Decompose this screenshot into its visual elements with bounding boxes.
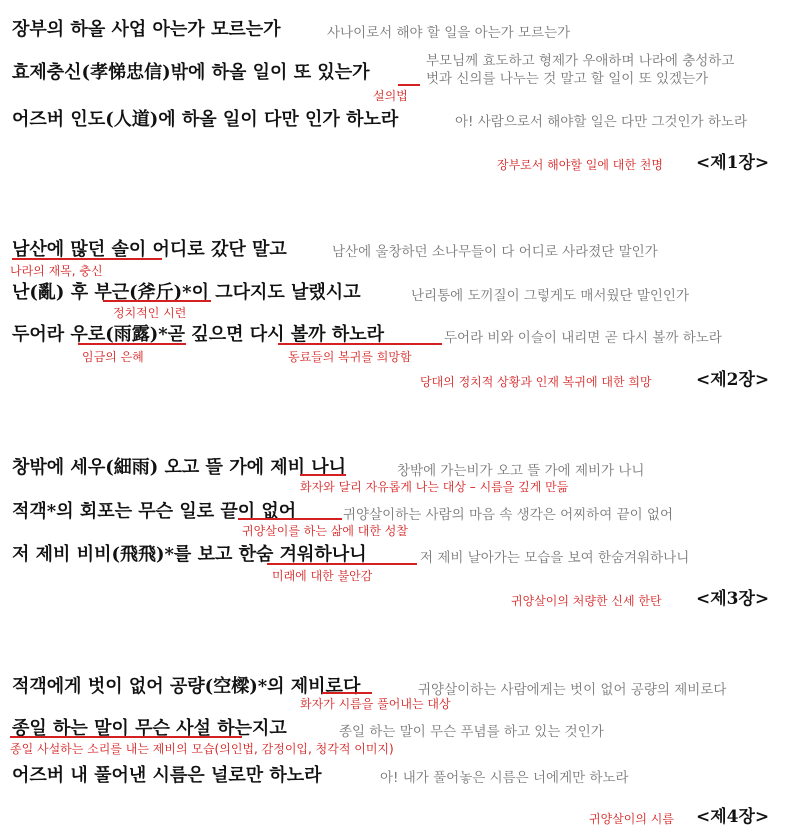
annotation-personification: 종일 사설하는 소리를 내는 제비의 모습(의인법, 감정이입, 청각적 이미지) xyxy=(10,742,394,756)
stanza-4-label: <제4장> xyxy=(696,807,770,827)
stanza-4-translation-2: 종일 하는 말이 무슨 푸념를 하고 있는 것인가 xyxy=(339,724,604,740)
annotation-future-anxiety: 미래에 대한 불안감 xyxy=(272,569,373,583)
stanza-1-translation-1: 사나이로서 해야 할 일을 아는가 모르는가 xyxy=(327,25,571,41)
stanza-4-theme: 귀양살이의 시름 xyxy=(589,812,674,826)
annotation-rhetorical-question: 설의법 xyxy=(373,89,408,103)
stanza-3-theme: 귀양살이의 처량한 신세 한탄 xyxy=(511,594,662,608)
underline-hansum xyxy=(267,563,417,565)
stanza-1-translation-2: 부모님께 효도하고 형제가 우애하며 나라에 충성하고 벗과 신의를 나누는 것 말고 할 일이 또 있겠는가 xyxy=(426,53,735,87)
stanza-3-line-1: 창밖에 세우(細雨) 오고 뜰 가에 제비 나니 xyxy=(12,457,347,478)
annotation-colleagues-return: 동료들의 복귀를 희망함 xyxy=(288,350,412,364)
underline-bugeun xyxy=(103,300,211,302)
stanza-2-line-2: 난(亂) 후 부근(斧斤)*이 그다지도 날랬시고 xyxy=(12,282,361,303)
stanza-1-label: <제1장> xyxy=(696,153,770,173)
stanza-1-translation-3: 아! 사람으로서 해야할 일은 다만 그것인가 하노라 xyxy=(455,114,747,130)
underline-jebi xyxy=(300,474,346,476)
stanza-2-theme: 당대의 정치적 상황과 인재 복귀에 대한 희망 xyxy=(420,375,652,389)
annotation-political-trial: 정치적인 시련 xyxy=(113,306,187,320)
annotation-exile-reflection: 귀양살이를 하는 삶에 대한 성찰 xyxy=(242,524,408,538)
stanza-1-line-2: 효제충신(孝悌忠信)밖에 하올 일이 또 있는가 xyxy=(12,62,370,83)
stanza-2-line-3: 두어라 우로(雨露)*곧 깊으면 다시 볼까 하노라 xyxy=(12,324,384,345)
underline-namsan xyxy=(12,258,162,260)
stanza-3-line-3: 저 제비 비비(飛飛)*를 보고 한숨 겨워하나니 xyxy=(12,544,367,565)
annotation-royal-grace: 임금의 은혜 xyxy=(82,350,144,364)
stanza-4-line-3: 어즈버 내 풀어낸 시름은 널로만 하노라 xyxy=(12,765,322,786)
underline-dasi-bolkka xyxy=(278,343,442,345)
underline-jebiroda xyxy=(322,692,372,694)
underline-jongil xyxy=(10,736,242,738)
stanza-2-translation-2: 난리통에 도끼질이 그렇게도 매서웠단 말인인가 xyxy=(411,288,689,304)
annotation-loyal-subjects: 나라의 재목, 충신 xyxy=(10,264,103,278)
stanza-1-theme: 장부로서 해야할 일에 대한 천명 xyxy=(497,158,663,172)
underline-kkeuti-eopseo xyxy=(238,518,342,520)
annotation-free-swallow: 화자와 달리 자유롭게 나는 대상 – 시름을 깊게 만듦 xyxy=(300,480,569,494)
stanza-4-line-2: 종일 하는 말이 무슨 사설 하는지고 xyxy=(12,718,287,739)
stanza-3-translation-2: 귀양살이하는 사람의 마음 속 생각은 어찌하여 끝이 없어 xyxy=(343,507,673,523)
stanza-1-line-1: 장부의 하올 사업 아는가 모르는가 xyxy=(12,19,281,40)
stanza-4-line-1: 적객에게 벗이 없어 공량(空樑)*의 제비로다 xyxy=(12,676,361,697)
stanza-1-line-3: 어즈버 인도(人道)에 하올 일이 다만 인가 하노라 xyxy=(12,109,399,130)
annotation-confidant: 화자가 시름을 풀어내는 대상 xyxy=(300,697,451,711)
stanza-3-line-2: 적객*의 회포는 무슨 일로 끝이 없어 xyxy=(12,501,297,522)
stanza-2-label: <제2장> xyxy=(696,370,770,390)
stanza-4-translation-3: 아! 내가 풀어놓은 시름은 너에게만 하노라 xyxy=(380,770,629,786)
underline-ga xyxy=(398,84,420,86)
stanza-3-label: <제3장> xyxy=(696,589,770,609)
stanza-3-translation-1: 창밖에 가는비가 오고 뜰 가에 제비가 나니 xyxy=(397,463,645,479)
stanza-2-translation-1: 남산에 울창하던 소나무들이 다 어디로 사라졌단 말인가 xyxy=(332,244,658,260)
stanza-2-translation-3: 두어라 비와 이슬이 내리면 곧 다시 볼까 하노라 xyxy=(444,330,722,346)
stanza-4-translation-1: 귀양살이하는 사람에게는 벗이 없어 공량의 제비로다 xyxy=(418,682,727,698)
underline-uro xyxy=(78,343,186,345)
stanza-2-line-1: 남산에 많던 솔이 어디로 갔단 말고 xyxy=(12,239,287,260)
stanza-3-translation-3: 저 제비 날아가는 모습을 보여 한숨겨워하나니 xyxy=(420,550,690,566)
